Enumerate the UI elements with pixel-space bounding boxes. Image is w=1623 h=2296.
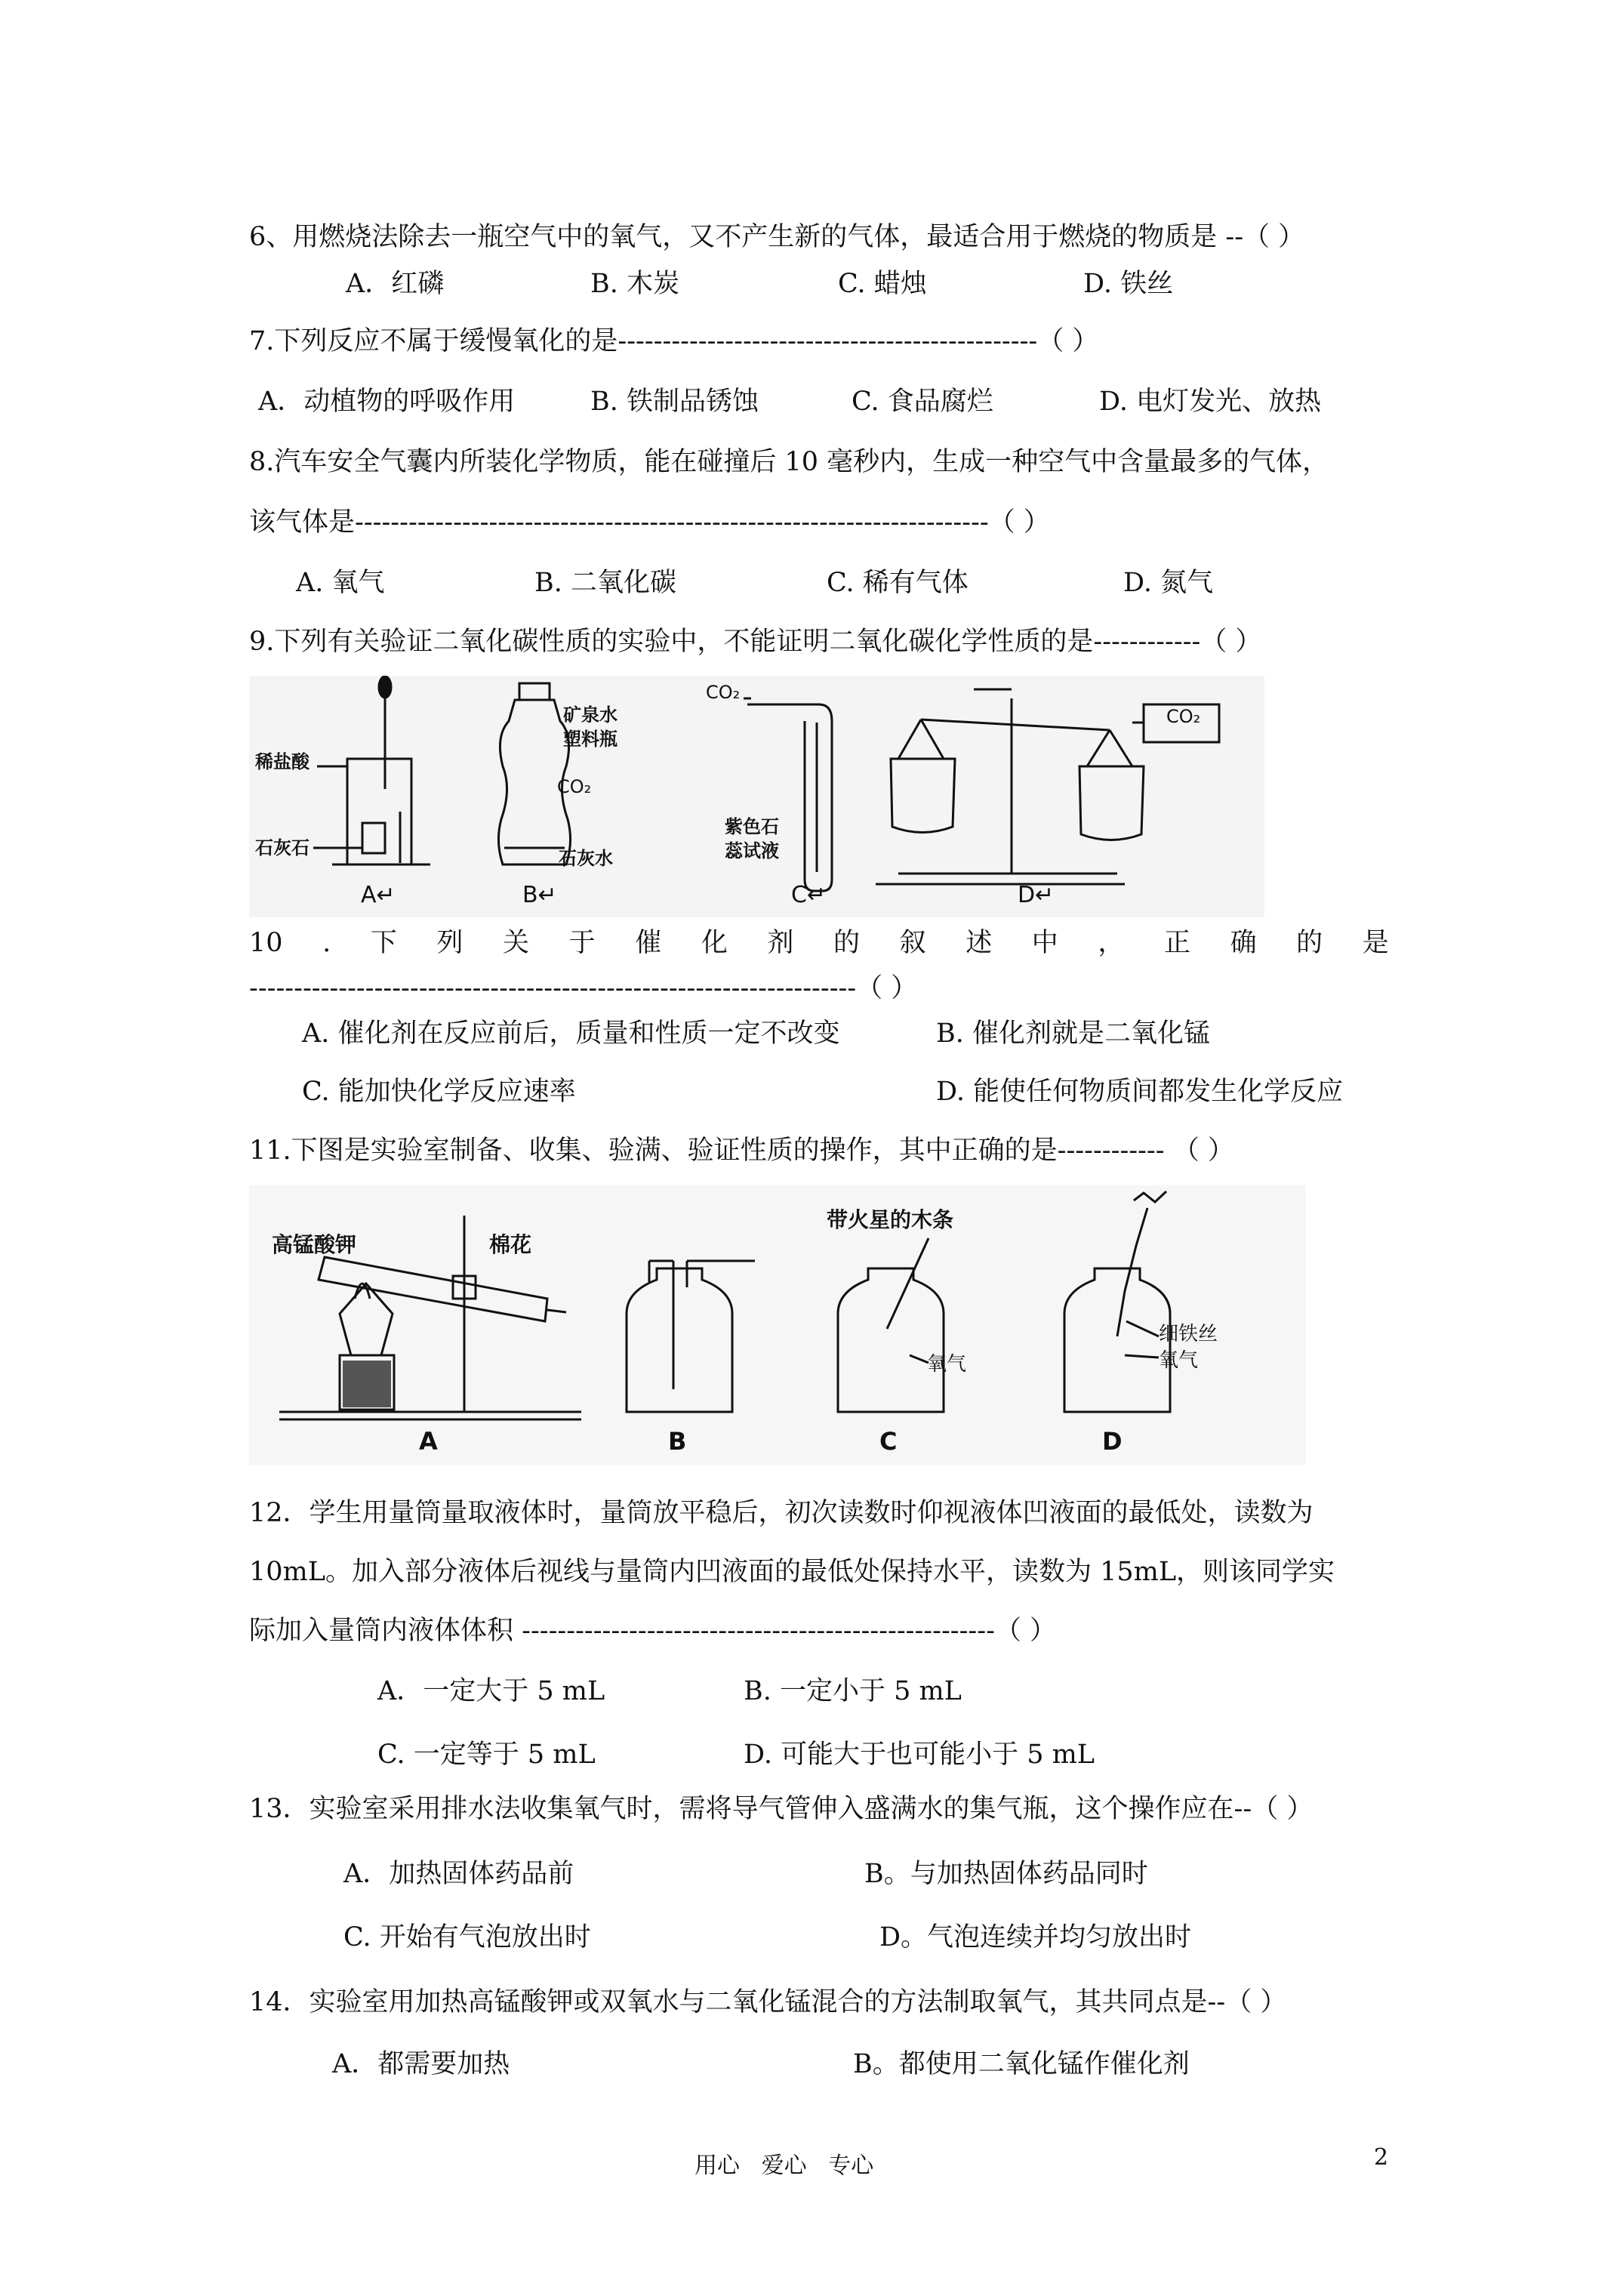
q7-option-a: A．动植物的呼吸作用 <box>258 387 516 417</box>
q7-stem: 7.下列反应不属于缓慢氧化的是-----------------------------------------------（ ） <box>249 326 1099 356</box>
q8-option-b: B. 二氧化碳 <box>534 568 676 598</box>
q11-label-cotton: 棉花 <box>489 1232 532 1257</box>
q10-char: ， <box>1098 928 1125 958</box>
q10-char: 述 <box>965 928 993 958</box>
q10-option-d: D. 能使任何物质间都发生化学反应 <box>936 1077 1344 1107</box>
q9-caption-c: C↵ <box>791 882 827 908</box>
q10-char: 是 <box>1362 928 1389 958</box>
q12-option-c: C. 一定等于 5 mL <box>377 1740 596 1770</box>
q9-label-co2-b: CO₂ <box>557 776 592 797</box>
q11-caption-d: D <box>1102 1427 1123 1456</box>
q11-label-oxygen-d: 氧气 <box>1159 1349 1199 1372</box>
q7-option-d: D. 电灯发光、放热 <box>1099 387 1322 417</box>
q9-label-acid: 稀盐酸 <box>255 751 310 772</box>
q13-option-c: C. 开始有气泡放出时 <box>343 1922 591 1952</box>
q11-caption-b: B <box>668 1427 687 1456</box>
q8-option-c: C. 稀有气体 <box>827 568 969 598</box>
q9-experiment-figure <box>249 676 1264 917</box>
q11-label-splint: 带火星的木条 <box>827 1207 954 1232</box>
q11-label-iron-wire: 细铁丝 <box>1159 1323 1218 1345</box>
q10-char: 确 <box>1230 928 1257 958</box>
q11-experiment-figure <box>249 1185 1306 1465</box>
q10-char: 的 <box>833 928 861 958</box>
q9-label-limewater: 石灰水 <box>559 848 613 869</box>
q10-char: 叙 <box>899 928 926 958</box>
q9-caption-b: B↵ <box>522 882 557 908</box>
q8-stem-line2: 该气体是-----------------------------------------------------------------------（ ） <box>249 507 1050 538</box>
q12-option-a: A．一定大于 5 mL <box>377 1676 605 1706</box>
q6-option-c: C. 蜡烛 <box>838 269 927 299</box>
q7-option-b: B. 铁制品锈蚀 <box>590 387 759 417</box>
q10-char: 于 <box>568 928 596 958</box>
q9-caption-a: A↵ <box>361 882 396 908</box>
q7-option-c: C. 食品腐烂 <box>852 387 993 417</box>
q10-char: 下 <box>370 928 397 958</box>
q10-option-a: A. 催化剂在反应前后，质量和性质一定不改变 <box>302 1019 840 1049</box>
q14-option-a: A．都需要加热 <box>332 2049 510 2079</box>
q9-label-co2-c: CO₂ <box>706 682 741 703</box>
q10-option-c: C. 能加快化学反应速率 <box>302 1077 576 1107</box>
q13-option-a: A．加热固体药品前 <box>343 1859 574 1889</box>
q10-char: 10 <box>249 928 283 958</box>
q11-caption-a: A <box>419 1427 438 1456</box>
q10-char: 化 <box>701 928 728 958</box>
q10-char: 催 <box>635 928 662 958</box>
q12-stem-line3: 际加入量筒内液体体积 -----------------------------------------------------（ ） <box>249 1616 1057 1646</box>
q9-caption-d: D↵ <box>1018 882 1055 908</box>
q10-char: 列 <box>436 928 463 958</box>
q9-label-water-bottle: 矿泉水 <box>563 704 617 726</box>
q9-stem: 9.下列有关验证二氧化碳性质的实验中，不能证明二氧化碳化学性质的是------------（ ） <box>249 627 1262 657</box>
footer-motto: 用心 爱心 专心 <box>694 2153 874 2179</box>
q9-label-limestone: 石灰石 <box>255 837 310 858</box>
q6-stem: 6、用燃烧法除去一瓶空气中的氧气，又不产生新的气体，最适合用于燃烧的物质是 --（ ） <box>249 222 1305 252</box>
q12-stem-line2: 10mL。加入部分液体后视线与量筒内凹液面的最低处保持水平，读数为 15mL，则该同学实 <box>249 1557 1335 1587</box>
q12-option-b: B. 一定小于 5 mL <box>744 1676 962 1706</box>
q14-stem: 14．实验室用加热高锰酸钾或双氧水与二氧化锰混合的方法制取氧气，其共同点是--（ ） <box>249 1987 1287 2017</box>
q8-stem-line1: 8.汽车安全气囊内所装化学物质，能在碰撞后 10 毫秒内，生成一种空气中含量最多的气体， <box>249 447 1329 477</box>
q9-label-co2-d: CO₂ <box>1166 706 1201 727</box>
q11-stem: 11.下图是实验室制备、收集、验满、验证性质的操作，其中正确的是------------ （ ） <box>249 1136 1234 1166</box>
page-number: 2 <box>1374 2144 1389 2171</box>
q14-option-b: B。都使用二氧化锰作催化剂 <box>853 2049 1190 2079</box>
q12-stem-line1: 12．学生用量筒量取液体时，量筒放平稳后，初次读数时仰视液体凹液面的最低处，读数为 <box>249 1498 1313 1528</box>
q10-char: . <box>322 928 331 958</box>
q6-option-d: D. 铁丝 <box>1083 269 1174 299</box>
q10-stem-line1 <box>249 925 1389 961</box>
q6-option-b: B. 木炭 <box>590 269 679 299</box>
q11-label-oxygen-c: 氧气 <box>927 1353 967 1376</box>
q10-stem-line2: --------------------------------------------------------------------（ ） <box>249 973 918 1003</box>
q10-option-b: B. 催化剂就是二氧化锰 <box>936 1019 1210 1049</box>
q9-label-litmus-1: 紫色石 <box>725 816 779 837</box>
q13-option-d: D。气泡连续并均匀放出时 <box>879 1922 1192 1952</box>
q8-option-d: D. 氮气 <box>1123 568 1214 598</box>
q11-figure-a-lamp-base <box>343 1361 391 1407</box>
q13-option-b: B。与加热固体药品同时 <box>864 1859 1148 1889</box>
q6-option-a: A．红磷 <box>346 269 445 299</box>
q11-label-kmno4: 高锰酸钾 <box>272 1232 357 1257</box>
q10-char: 中 <box>1031 928 1058 958</box>
q8-option-a: A. 氧气 <box>296 568 385 598</box>
q9-label-litmus-2: 蕊试液 <box>725 840 779 861</box>
q10-char: 关 <box>503 928 530 958</box>
q10-char: 正 <box>1163 928 1190 958</box>
q10-char: 剂 <box>767 928 794 958</box>
q12-option-d: D. 可能大于也可能小于 5 mL <box>744 1740 1095 1770</box>
q10-char: 的 <box>1296 928 1323 958</box>
q9-label-plastic-bottle: 塑料瓶 <box>563 729 617 750</box>
q13-stem: 13．实验室采用排水法收集氧气时，需将导气管伸入盛满水的集气瓶，这个操作应在--（ ） <box>249 1794 1313 1824</box>
q11-caption-c: C <box>879 1427 898 1456</box>
